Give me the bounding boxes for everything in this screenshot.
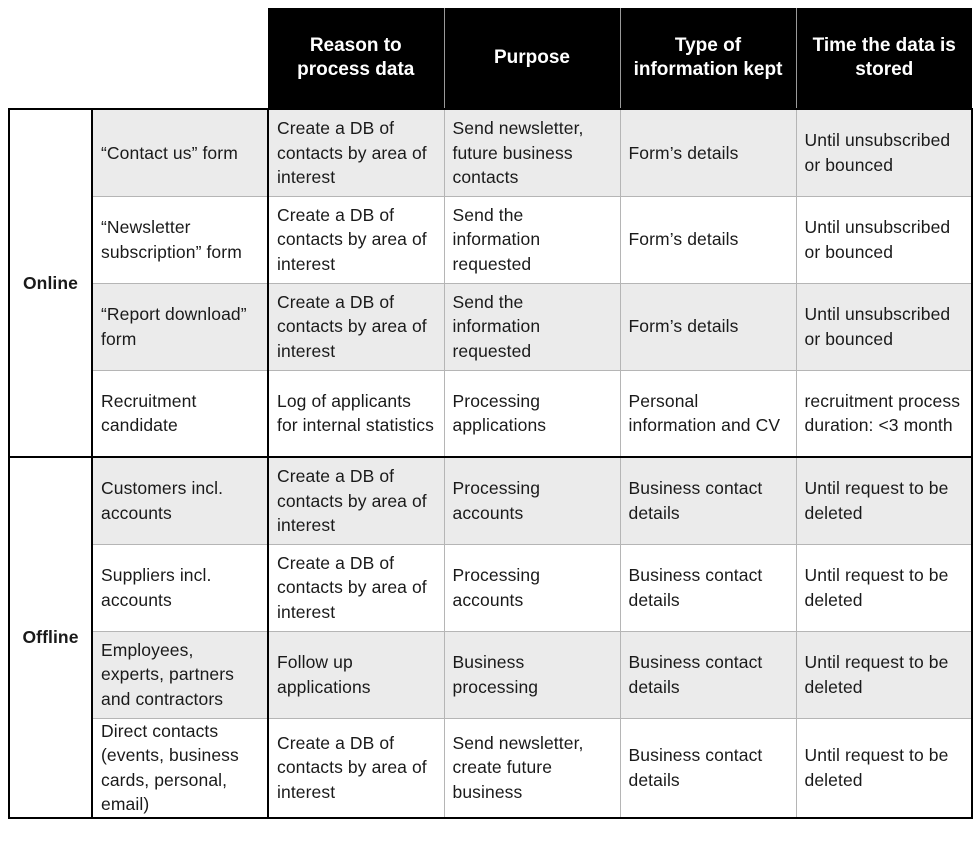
header-purpose: Purpose [444,8,620,109]
source-cell: Recruitment candidate [92,370,268,457]
type-cell: Form’s details [620,283,796,370]
purpose-cell: Processing accounts [444,544,620,631]
purpose-cell: Send newsletter, future business contacts [444,109,620,196]
time-cell: Until request to be deleted [796,631,972,718]
reason-cell: Create a DB of contacts by area of interest [268,283,444,370]
source-cell: “Contact us” form [92,109,268,196]
time-cell: Until request to be deleted [796,457,972,544]
purpose-cell: Processing accounts [444,457,620,544]
type-cell: Business contact details [620,457,796,544]
time-cell: Until unsubscribed or bounced [796,196,972,283]
time-cell: Until request to be deleted [796,718,972,818]
source-cell: Customers incl. accounts [92,457,268,544]
time-cell: Until unsubscribed or bounced [796,283,972,370]
table-row [9,109,972,196]
header-row [9,8,972,109]
purpose-cell: Send newsletter, create future business [444,718,620,818]
type-cell: Form’s details [620,109,796,196]
header-reason: Reason to process data [268,8,444,109]
reason-cell: Log of applicants for internal statistics [268,370,444,457]
source-cell: Suppliers incl. accounts [92,544,268,631]
reason-cell: Create a DB of contacts by area of interest [268,196,444,283]
time-cell: Until unsubscribed or bounced [796,109,972,196]
table-row [9,196,972,283]
data-processing-table [8,8,973,819]
time-cell: Until request to be deleted [796,544,972,631]
source-cell: Employees, experts, partners and contractors [92,631,268,718]
table-header [9,8,972,109]
data-processing-table-wrapper [8,8,971,819]
time-cell: recruitment process duration: <3 month [796,370,972,457]
source-cell: “Newsletter subscription” form [92,196,268,283]
reason-cell: Create a DB of contacts by area of interest [268,109,444,196]
type-cell: Form’s details [620,196,796,283]
group-label-offline: Offline [9,457,92,818]
header-blank-corner [9,8,268,109]
reason-cell: Create a DB of contacts by area of interest [268,457,444,544]
table-row [9,457,972,544]
table-body [9,109,972,818]
purpose-cell: Send the information requested [444,283,620,370]
group-label-online: Online [9,109,92,457]
purpose-cell: Processing applications [444,370,620,457]
table-row [9,370,972,457]
reason-cell: Create a DB of contacts by area of interest [268,544,444,631]
reason-cell: Create a DB of contacts by area of interest [268,718,444,818]
type-cell: Business contact details [620,544,796,631]
table-row [9,718,972,818]
source-cell: Direct contacts (events, business cards, personal, email) [92,718,268,818]
type-cell: Business contact details [620,718,796,818]
table-row [9,283,972,370]
header-time: Time the data is stored [796,8,972,109]
purpose-cell: Business processing [444,631,620,718]
table-row [9,544,972,631]
source-cell: “Report download” form [92,283,268,370]
type-cell: Business contact details [620,631,796,718]
header-type: Type of information kept [620,8,796,109]
purpose-cell: Send the information requested [444,196,620,283]
reason-cell: Follow up applications [268,631,444,718]
type-cell: Personal information and CV [620,370,796,457]
table-row [9,631,972,718]
